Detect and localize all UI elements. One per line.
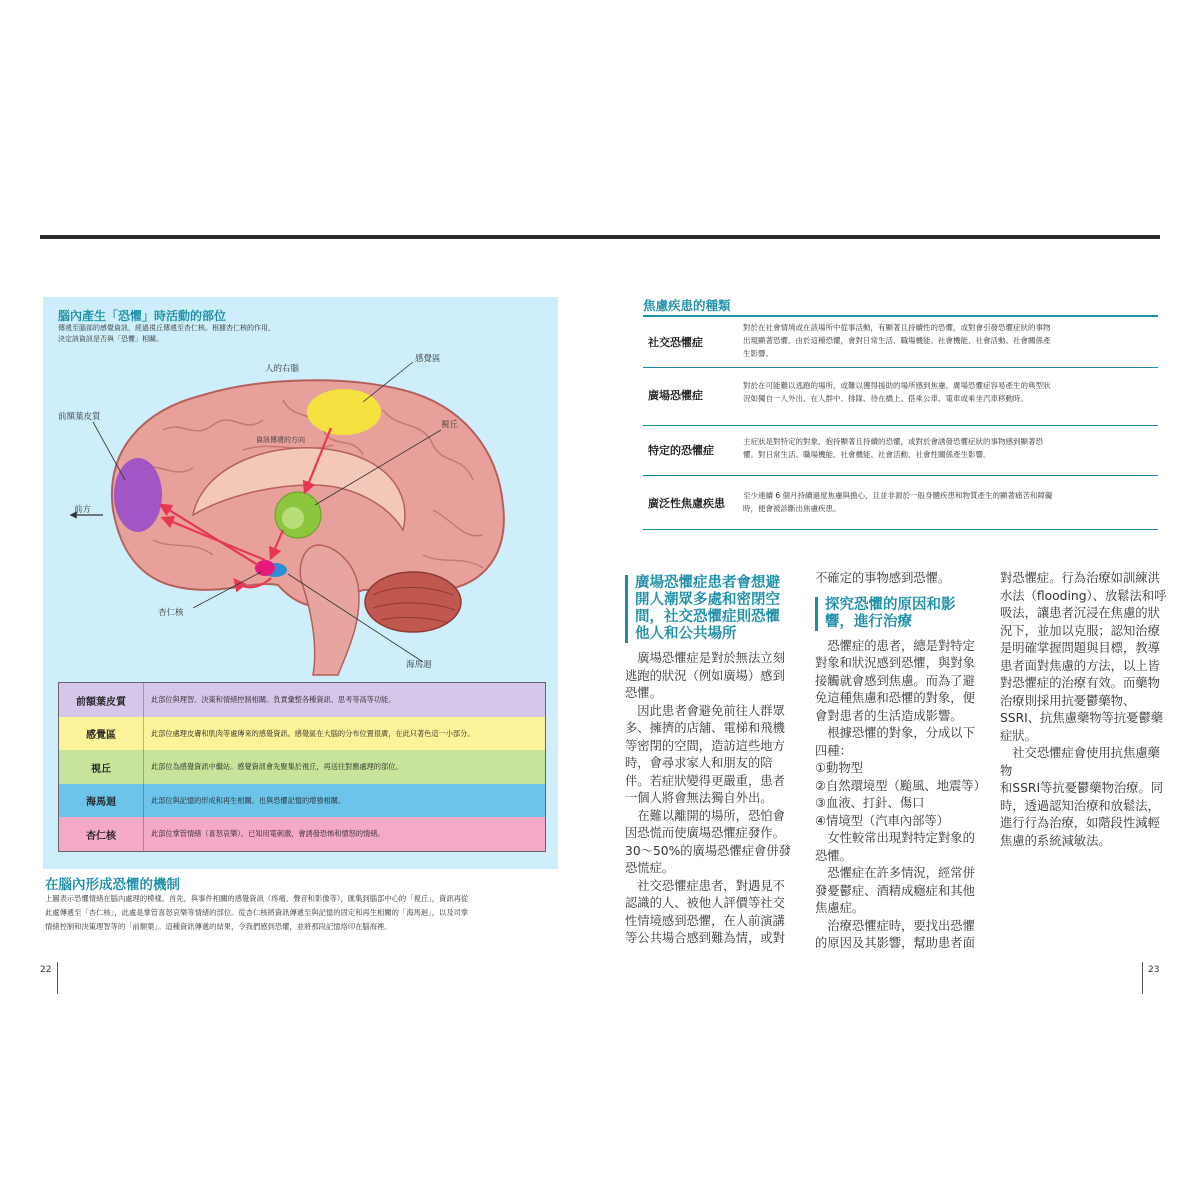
body-line: 對恐懼症的治療有效。而藥物 xyxy=(1000,676,1160,690)
region-name: 海馬迴 xyxy=(86,797,116,808)
body-line: 等密閉的空間，造訪這些地方 xyxy=(625,738,785,753)
heading-line: 響，進行治療 xyxy=(825,613,912,630)
body-line: 患者面對焦慮的方法，以上皆 xyxy=(1000,658,1160,673)
type-desc-line: 時，便會被診斷出焦慮疾患。 xyxy=(743,504,841,513)
label-sensory-area: 感覺區 xyxy=(415,354,441,364)
body-line: 和SSRI等抗憂鬱藥物治療。同 xyxy=(1000,781,1164,795)
body-line: 時，透過認知治療和放鬆法， xyxy=(1000,798,1160,813)
body-line: 認識的人、被他人評價等社交 xyxy=(625,896,785,910)
body-line: 恐懼症在許多情況，經常併 xyxy=(815,866,975,880)
region-desc: 此部位與理智、決策和情緒控制相關。負責彙整各種資訊、思考等高等功能。 xyxy=(151,695,396,704)
page-divider-right xyxy=(1142,962,1143,994)
section-line: 此處傳遞至「杏仁核」，此處是掌管喜怒哀樂等情緒的部位。從杏仁核將資訊傳遞至與記憶的固定和再生相關的「海馬迴」，以及司掌 xyxy=(45,908,469,917)
label-right-brain: 人的右腦 xyxy=(265,364,300,374)
region-name: 感覺區 xyxy=(86,730,116,741)
type-desc xyxy=(743,321,1153,360)
body-line: 社交恐懼症患者，對遇見不 xyxy=(625,878,785,893)
body-line: 恐懼。 xyxy=(815,848,852,863)
type-desc-line: 主症狀是對特定的對象，抱持顯著且持續的恐懼，或對於會誘發恐懼症狀的事物感到顯著恐 xyxy=(743,437,1043,446)
body-line: 伴。若症狀變得更嚴重，患者 xyxy=(625,773,785,788)
body-line: 30～50%的廣場恐懼症會併發 xyxy=(625,843,791,858)
body-line: 的原因及其影響，幫助患者面 xyxy=(815,936,975,950)
body-line: 會對患者的生活造成影響。 xyxy=(815,708,963,723)
body-line: 女性較常出現對特定對象的 xyxy=(815,831,975,845)
region-desc: 此部位處理皮膚和肌肉等處傳來的感覺資訊。感覺區在大腦的分布位置很廣，在此只著色這一小部分。 xyxy=(151,728,475,738)
type-row xyxy=(643,367,1158,426)
body-line: 社交恐懼症會使用抗焦慮藥物 xyxy=(1000,746,1160,778)
body-line: 是明確掌握問題與目標，教導 xyxy=(1000,641,1160,655)
body-line: 恐慌症。 xyxy=(625,861,675,875)
article-col-1 xyxy=(625,575,800,948)
body-line: 對恐懼症。行為治療如訓練洪 xyxy=(1000,571,1160,585)
body-line: 免這種焦慮和恐懼的對象，便 xyxy=(815,691,975,705)
type-name: 特定的恐懼症 xyxy=(648,444,714,457)
body-line: ③血液、打針、傷口 xyxy=(815,796,925,810)
body-line: 焦慮的系統減敏法。 xyxy=(1000,833,1111,848)
type-row xyxy=(643,425,1158,476)
body-line: 治療恐懼症時，要找出恐懼 xyxy=(815,918,975,933)
label-info-direction: 資訊傳遞的方向 xyxy=(256,436,305,444)
body-line: SSRI、抗焦慮藥物等抗憂鬱藥 xyxy=(1000,711,1164,725)
body-line: 水法（flooding）、放鬆法和呼 xyxy=(1000,588,1167,603)
body-line: 況下，並加以克服；認知治療 xyxy=(1000,623,1160,638)
section-body xyxy=(45,892,557,934)
type-desc-line: 出現顯著恐懼。由於這種恐懼，會對日常生活、職場機能、社會機能、社會活動、社會關係產 xyxy=(743,336,1051,345)
body-line: 焦慮症。 xyxy=(815,901,865,915)
body-line: 一個人將會無法獨自外出。 xyxy=(625,791,773,805)
heading-line: 間，社交恐懼症則恐懼 xyxy=(635,609,780,625)
body-line: 四種： xyxy=(815,743,852,758)
col2-heading xyxy=(815,597,990,631)
body-line: 逃跑的狀況（例如廣場）感到 xyxy=(625,668,785,683)
region-desc: 此部位為感覺資訊中繼站。感覺資訊會先聚集於視丘，再送往對應處理的部位。 xyxy=(151,762,403,771)
col1-heading xyxy=(625,575,800,643)
body-line: 治療則採用抗憂鬱藥物、 xyxy=(1000,693,1136,708)
article-col-3 xyxy=(1000,570,1170,850)
type-desc-line: 懼。對日常生活、職場機能、社會機能、社會活動、社會性關係產生影響。 xyxy=(743,450,991,459)
region-name: 前額葉皮質 xyxy=(76,696,126,708)
types-title: 焦慮疾患的種類 xyxy=(643,298,731,313)
table-row xyxy=(59,750,545,785)
sensory-region xyxy=(307,389,381,435)
table-row xyxy=(59,784,545,818)
body-line: 接觸就會感到焦慮。而為了避 xyxy=(815,673,975,688)
heading-line: 他人和公共場所 xyxy=(635,626,737,642)
body-line: 進行行為治療，如階段性減輕 xyxy=(1000,816,1160,830)
prefrontal-region xyxy=(114,458,162,532)
body-line: 廣場恐懼症是對於無法立刻 xyxy=(625,651,785,665)
section-line: 情緒控制和決策理智等的「前額葉」。這種資訊傳遞的結果，令我們感到恐懼，並將那段記憶烙印在腦海裡。 xyxy=(45,922,392,931)
type-desc-line: 至少連續 6 個月持續過度焦慮與擔心，且並非源於一般身體疾患和物質產生的顯著痛苦和障礙 xyxy=(743,491,1053,500)
body-line: 性情境感到恐懼，在人前演講 xyxy=(625,913,785,928)
table-row xyxy=(59,817,545,851)
label-hippocampus: 海馬迴 xyxy=(406,660,432,670)
table-row xyxy=(59,717,545,751)
label-forward: 前方 xyxy=(74,505,92,515)
type-desc xyxy=(743,435,1153,461)
caption-line: 傳遞至腦部的感覺資訊，經過視丘傳遞至杏仁核。根據杏仁核的作用， xyxy=(58,324,275,332)
col1-body xyxy=(625,650,800,948)
type-row xyxy=(643,475,1158,530)
type-desc-line: 對於在可能難以逃跑的場所，或難以獲得援助的場所感到焦慮。廣場恐懼症容易產生的典型狀 xyxy=(743,381,1051,390)
body-line: ②自然環境型（颱風、地震等） xyxy=(815,778,986,793)
section-line: 上圖表示恐懼情緒在腦內處理的模樣。首先，與事件相關的感覺資訊（疼痛、聲音和影像等），匯集到腦部中心的「視丘」，資訊再從 xyxy=(45,894,469,903)
article-col-2 xyxy=(815,570,990,953)
body-line: 因恐慌而使廣場恐懼症發作。 xyxy=(625,826,785,840)
caption-line: 決定該資訊是否與「恐懼」相關。 xyxy=(58,335,163,343)
region-desc: 此部位掌管情緒（喜怒哀樂）。已知用電刺激，會誘發恐怖和憤怒的情緒。 xyxy=(151,829,385,838)
table-row xyxy=(59,683,545,718)
region-name: 視丘 xyxy=(91,763,111,775)
type-row xyxy=(643,317,1158,368)
body-line: 恐懼。 xyxy=(625,686,662,700)
heading-line: 開人潮眾多處和密閉空 xyxy=(635,592,780,608)
body-line: ④情境型（汽車內部等） xyxy=(815,813,949,828)
page-number-right: 23 xyxy=(1148,965,1160,975)
body-line: 等公共場合感到難為情，或對 xyxy=(625,931,785,945)
brainstem-shape xyxy=(300,545,359,675)
brain-illustration xyxy=(43,340,558,680)
col2-body xyxy=(815,638,990,953)
type-name: 廣場恐懼症 xyxy=(648,389,703,402)
page-divider-left xyxy=(57,962,58,994)
body-line: 吸法，讓患者沉浸在焦慮的狀 xyxy=(1000,606,1160,620)
body-line: 不確定的事物感到恐懼。 xyxy=(815,571,951,585)
section-title: 在腦內形成恐懼的機制 xyxy=(45,877,180,893)
label-thalamus: 視丘 xyxy=(441,420,459,430)
heading-line: 探究恐懼的原因和影 xyxy=(825,596,956,613)
body-line: 多、擁擠的店舖、電梯和飛機 xyxy=(625,721,785,735)
type-desc xyxy=(743,379,1153,405)
type-name: 社交恐懼症 xyxy=(648,336,703,349)
region-desc: 此部位與記憶的形成和再生相關。也與恐懼記憶的增強相關。 xyxy=(151,795,346,805)
body-line: 恐懼症的患者，總是對特定 xyxy=(815,638,975,653)
page-number-left: 22 xyxy=(40,965,52,975)
figure-title: 腦內產生「恐懼」時活動的部位 xyxy=(58,309,227,323)
type-desc xyxy=(743,489,1153,515)
type-name: 廣泛性焦慮疾患 xyxy=(648,497,725,510)
function-table xyxy=(58,682,546,852)
body-line: 在難以離開的場所，恐怕會 xyxy=(625,808,785,823)
type-desc-line: 生影響。 xyxy=(743,349,773,358)
thalamus-inner xyxy=(282,507,304,529)
body-line: 發憂鬱症、酒精成癮症和其他 xyxy=(815,883,975,898)
type-desc-line: 對於在社會情境或在該場所中從事活動，有顯著且持續性的恐懼，或對會引發恐懼症狀的事物 xyxy=(743,323,1051,332)
heading-line: 廣場恐懼症患者會想避 xyxy=(635,575,780,591)
body-line: 根據恐懼的對象，分成以下 xyxy=(815,726,975,740)
label-prefrontal: 前額葉皮質 xyxy=(58,412,101,422)
body-line: 症狀。 xyxy=(1000,728,1037,743)
body-line: ①動物型 xyxy=(815,761,863,775)
label-amygdala: 杏仁核 xyxy=(158,608,184,618)
body-line: 因此患者會避免前往人群眾 xyxy=(625,703,785,718)
region-name: 杏仁核 xyxy=(86,830,116,842)
type-desc-line: 況如獨自一人外出、在人群中、排隊、待在橋上、搭乘公車、電車或乘坐汽車移動時。 xyxy=(743,394,1028,403)
body-line: 對象和狀況感到恐懼，與對象 xyxy=(815,656,975,670)
body-line: 時，會尋求家人和朋友的陪 xyxy=(625,756,773,770)
top-rule xyxy=(40,235,1160,239)
